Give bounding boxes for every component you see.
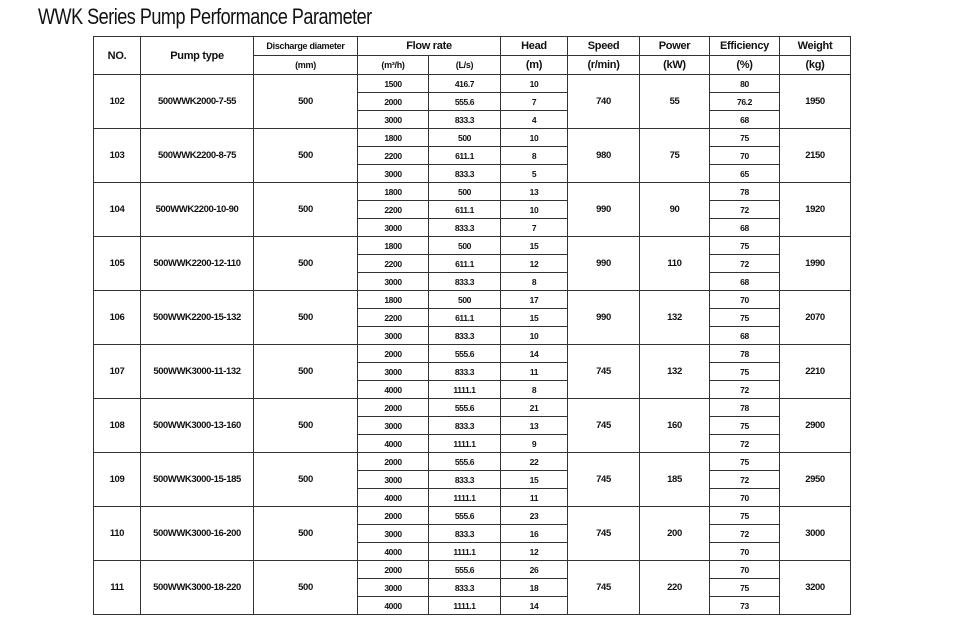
head-cell: 21 [501, 399, 568, 417]
head-cell: 18 [501, 579, 568, 597]
head-cell: 8 [501, 381, 568, 399]
efficiency-cell: 76.2 [710, 93, 780, 111]
header-weight: Weight [780, 37, 851, 56]
flow-ls-cell: 833.3 [429, 579, 501, 597]
header-speed: Speed [568, 37, 640, 56]
head-cell: 15 [501, 237, 568, 255]
speed-cell: 745 [568, 399, 640, 453]
speed-cell: 990 [568, 291, 640, 345]
flow-ls-cell: 833.3 [429, 219, 501, 237]
speed-cell: 745 [568, 345, 640, 399]
header-discharge-diameter: Discharge diameter [254, 37, 358, 56]
flow-ls-cell: 611.1 [429, 147, 501, 165]
head-cell: 12 [501, 543, 568, 561]
flow-m3h-cell: 2000 [358, 561, 429, 579]
weight-cell: 2950 [780, 453, 851, 507]
power-cell: 90 [640, 183, 710, 237]
discharge-diameter-cell: 500 [254, 237, 358, 291]
flow-ls-cell: 1111.1 [429, 381, 501, 399]
flow-m3h-cell: 4000 [358, 381, 429, 399]
flow-ls-cell: 500 [429, 291, 501, 309]
discharge-diameter-cell: 500 [254, 183, 358, 237]
flow-ls-cell: 833.3 [429, 471, 501, 489]
flow-m3h-cell: 1800 [358, 237, 429, 255]
efficiency-cell: 75 [710, 507, 780, 525]
discharge-diameter-cell: 500 [254, 507, 358, 561]
header-head-unit: (m) [501, 56, 568, 75]
weight-cell: 1920 [780, 183, 851, 237]
efficiency-cell: 70 [710, 543, 780, 561]
head-cell: 10 [501, 75, 568, 93]
efficiency-cell: 70 [710, 291, 780, 309]
pump-no-cell: 111 [94, 561, 141, 615]
efficiency-cell: 78 [710, 183, 780, 201]
pump-type-cell: 500WWK2200-8-75 [141, 129, 254, 183]
efficiency-cell: 73 [710, 597, 780, 615]
pump-type-cell: 500WWK3000-13-160 [141, 399, 254, 453]
flow-m3h-cell: 1800 [358, 183, 429, 201]
flow-ls-cell: 500 [429, 129, 501, 147]
pump-type-cell: 500WWK2200-12-110 [141, 237, 254, 291]
efficiency-cell: 75 [710, 453, 780, 471]
weight-cell: 2210 [780, 345, 851, 399]
speed-cell: 990 [568, 237, 640, 291]
header-flow-rate: Flow rate [358, 37, 501, 56]
header-efficiency: Efficiency [710, 37, 780, 56]
flow-ls-cell: 1111.1 [429, 435, 501, 453]
weight-cell: 1990 [780, 237, 851, 291]
flow-m3h-cell: 1500 [358, 75, 429, 93]
power-cell: 55 [640, 75, 710, 129]
efficiency-cell: 75 [710, 417, 780, 435]
flow-m3h-cell: 3000 [358, 219, 429, 237]
power-cell: 200 [640, 507, 710, 561]
flow-m3h-cell: 3000 [358, 525, 429, 543]
header-no: NO. [94, 37, 141, 75]
efficiency-cell: 68 [710, 219, 780, 237]
flow-m3h-cell: 3000 [358, 471, 429, 489]
power-cell: 160 [640, 399, 710, 453]
flow-ls-cell: 416.7 [429, 75, 501, 93]
flow-m3h-cell: 2000 [358, 453, 429, 471]
flow-ls-cell: 833.3 [429, 111, 501, 129]
header-power-unit: (kW) [640, 56, 710, 75]
discharge-diameter-cell: 500 [254, 561, 358, 615]
efficiency-cell: 70 [710, 489, 780, 507]
efficiency-cell: 75 [710, 363, 780, 381]
head-cell: 14 [501, 597, 568, 615]
header-efficiency-unit: (%) [710, 56, 780, 75]
speed-cell: 745 [568, 453, 640, 507]
flow-ls-cell: 833.3 [429, 525, 501, 543]
flow-ls-cell: 555.6 [429, 399, 501, 417]
flow-m3h-cell: 3000 [358, 165, 429, 183]
efficiency-cell: 75 [710, 129, 780, 147]
weight-cell: 3000 [780, 507, 851, 561]
pump-no-cell: 107 [94, 345, 141, 399]
head-cell: 15 [501, 471, 568, 489]
weight-cell: 1950 [780, 75, 851, 129]
header-pump-type: Pump type [141, 37, 254, 75]
pump-no-cell: 105 [94, 237, 141, 291]
header-flow-unit-ls: (L/s) [429, 56, 501, 75]
flow-ls-cell: 1111.1 [429, 597, 501, 615]
head-cell: 8 [501, 147, 568, 165]
pump-no-cell: 106 [94, 291, 141, 345]
pump-no-cell: 104 [94, 183, 141, 237]
flow-m3h-cell: 3000 [358, 273, 429, 291]
pump-type-cell: 500WWK3000-11-132 [141, 345, 254, 399]
efficiency-cell: 72 [710, 525, 780, 543]
flow-m3h-cell: 2000 [358, 345, 429, 363]
head-cell: 13 [501, 417, 568, 435]
discharge-diameter-cell: 500 [254, 345, 358, 399]
table-row [94, 75, 851, 93]
flow-ls-cell: 1111.1 [429, 489, 501, 507]
flow-m3h-cell: 4000 [358, 489, 429, 507]
head-cell: 22 [501, 453, 568, 471]
weight-cell: 3200 [780, 561, 851, 615]
discharge-diameter-cell: 500 [254, 399, 358, 453]
header-power: Power [640, 37, 710, 56]
head-cell: 9 [501, 435, 568, 453]
flow-ls-cell: 833.3 [429, 165, 501, 183]
head-cell: 7 [501, 219, 568, 237]
discharge-diameter-cell: 500 [254, 291, 358, 345]
power-cell: 75 [640, 129, 710, 183]
flow-m3h-cell: 2000 [358, 93, 429, 111]
flow-m3h-cell: 2200 [358, 309, 429, 327]
efficiency-cell: 75 [710, 579, 780, 597]
flow-ls-cell: 611.1 [429, 255, 501, 273]
weight-cell: 2900 [780, 399, 851, 453]
header-speed-unit: (r/min) [568, 56, 640, 75]
efficiency-cell: 75 [710, 309, 780, 327]
speed-cell: 990 [568, 183, 640, 237]
flow-ls-cell: 555.6 [429, 345, 501, 363]
table-row [94, 129, 851, 147]
efficiency-cell: 70 [710, 561, 780, 579]
flow-ls-cell: 1111.1 [429, 543, 501, 561]
flow-m3h-cell: 3000 [358, 111, 429, 129]
table-row [94, 183, 851, 201]
pump-type-cell: 500WWK3000-18-220 [141, 561, 254, 615]
pump-type-cell: 500WWK2000-7-55 [141, 75, 254, 129]
power-cell: 220 [640, 561, 710, 615]
flow-m3h-cell: 3000 [358, 327, 429, 345]
flow-ls-cell: 611.1 [429, 201, 501, 219]
power-cell: 132 [640, 291, 710, 345]
discharge-diameter-cell: 500 [254, 129, 358, 183]
efficiency-cell: 72 [710, 471, 780, 489]
performance-table [93, 36, 851, 615]
speed-cell: 980 [568, 129, 640, 183]
flow-ls-cell: 555.6 [429, 507, 501, 525]
flow-ls-cell: 555.6 [429, 561, 501, 579]
head-cell: 10 [501, 201, 568, 219]
pump-no-cell: 108 [94, 399, 141, 453]
flow-m3h-cell: 4000 [358, 597, 429, 615]
head-cell: 10 [501, 327, 568, 345]
pump-type-cell: 500WWK3000-16-200 [141, 507, 254, 561]
head-cell: 8 [501, 273, 568, 291]
head-cell: 7 [501, 93, 568, 111]
efficiency-cell: 72 [710, 201, 780, 219]
head-cell: 14 [501, 345, 568, 363]
efficiency-cell: 75 [710, 237, 780, 255]
flow-ls-cell: 833.3 [429, 327, 501, 345]
pump-no-cell: 110 [94, 507, 141, 561]
discharge-diameter-cell: 500 [254, 75, 358, 129]
speed-cell: 745 [568, 507, 640, 561]
head-cell: 26 [501, 561, 568, 579]
flow-m3h-cell: 3000 [358, 417, 429, 435]
header-head: Head [501, 37, 568, 56]
table-row [94, 561, 851, 579]
pump-type-cell: 500WWK2200-10-90 [141, 183, 254, 237]
efficiency-cell: 78 [710, 399, 780, 417]
page-title: WWK Series Pump Performance Parameter [38, 4, 372, 29]
efficiency-cell: 70 [710, 147, 780, 165]
table-row [94, 399, 851, 417]
head-cell: 5 [501, 165, 568, 183]
efficiency-cell: 80 [710, 75, 780, 93]
efficiency-cell: 72 [710, 381, 780, 399]
table-row [94, 291, 851, 309]
power-cell: 132 [640, 345, 710, 399]
table-row [94, 237, 851, 255]
pump-no-cell: 109 [94, 453, 141, 507]
head-cell: 11 [501, 363, 568, 381]
flow-m3h-cell: 2000 [358, 507, 429, 525]
flow-m3h-cell: 1800 [358, 129, 429, 147]
head-cell: 4 [501, 111, 568, 129]
head-cell: 11 [501, 489, 568, 507]
pump-no-cell: 103 [94, 129, 141, 183]
efficiency-cell: 68 [710, 111, 780, 129]
flow-m3h-cell: 2000 [358, 399, 429, 417]
flow-m3h-cell: 3000 [358, 579, 429, 597]
header-discharge-unit: (mm) [254, 56, 358, 75]
flow-ls-cell: 833.3 [429, 363, 501, 381]
efficiency-cell: 65 [710, 165, 780, 183]
pump-no-cell: 102 [94, 75, 141, 129]
weight-cell: 2150 [780, 129, 851, 183]
efficiency-cell: 78 [710, 345, 780, 363]
flow-m3h-cell: 4000 [358, 543, 429, 561]
flow-m3h-cell: 2200 [358, 201, 429, 219]
table-header [94, 37, 851, 75]
efficiency-cell: 72 [710, 255, 780, 273]
header-weight-unit: (kg) [780, 56, 851, 75]
flow-ls-cell: 555.6 [429, 453, 501, 471]
power-cell: 185 [640, 453, 710, 507]
efficiency-cell: 72 [710, 435, 780, 453]
table-body [94, 75, 851, 615]
flow-m3h-cell: 1800 [358, 291, 429, 309]
flow-ls-cell: 611.1 [429, 309, 501, 327]
flow-ls-cell: 833.3 [429, 417, 501, 435]
table-row [94, 453, 851, 471]
flow-m3h-cell: 2200 [358, 147, 429, 165]
head-cell: 15 [501, 309, 568, 327]
speed-cell: 740 [568, 75, 640, 129]
flow-m3h-cell: 4000 [358, 435, 429, 453]
flow-ls-cell: 500 [429, 183, 501, 201]
head-cell: 10 [501, 129, 568, 147]
head-cell: 17 [501, 291, 568, 309]
header-flow-unit-m3h: (m³/h) [358, 56, 429, 75]
flow-m3h-cell: 2200 [358, 255, 429, 273]
performance-table-container [93, 36, 851, 615]
head-cell: 16 [501, 525, 568, 543]
power-cell: 110 [640, 237, 710, 291]
flow-ls-cell: 555.6 [429, 93, 501, 111]
speed-cell: 745 [568, 561, 640, 615]
table-row [94, 507, 851, 525]
head-cell: 12 [501, 255, 568, 273]
head-cell: 23 [501, 507, 568, 525]
pump-type-cell: 500WWK3000-15-185 [141, 453, 254, 507]
flow-m3h-cell: 3000 [358, 363, 429, 381]
flow-ls-cell: 500 [429, 237, 501, 255]
head-cell: 13 [501, 183, 568, 201]
flow-ls-cell: 833.3 [429, 273, 501, 291]
efficiency-cell: 68 [710, 273, 780, 291]
table-row [94, 345, 851, 363]
weight-cell: 2070 [780, 291, 851, 345]
efficiency-cell: 68 [710, 327, 780, 345]
discharge-diameter-cell: 500 [254, 453, 358, 507]
pump-type-cell: 500WWK2200-15-132 [141, 291, 254, 345]
